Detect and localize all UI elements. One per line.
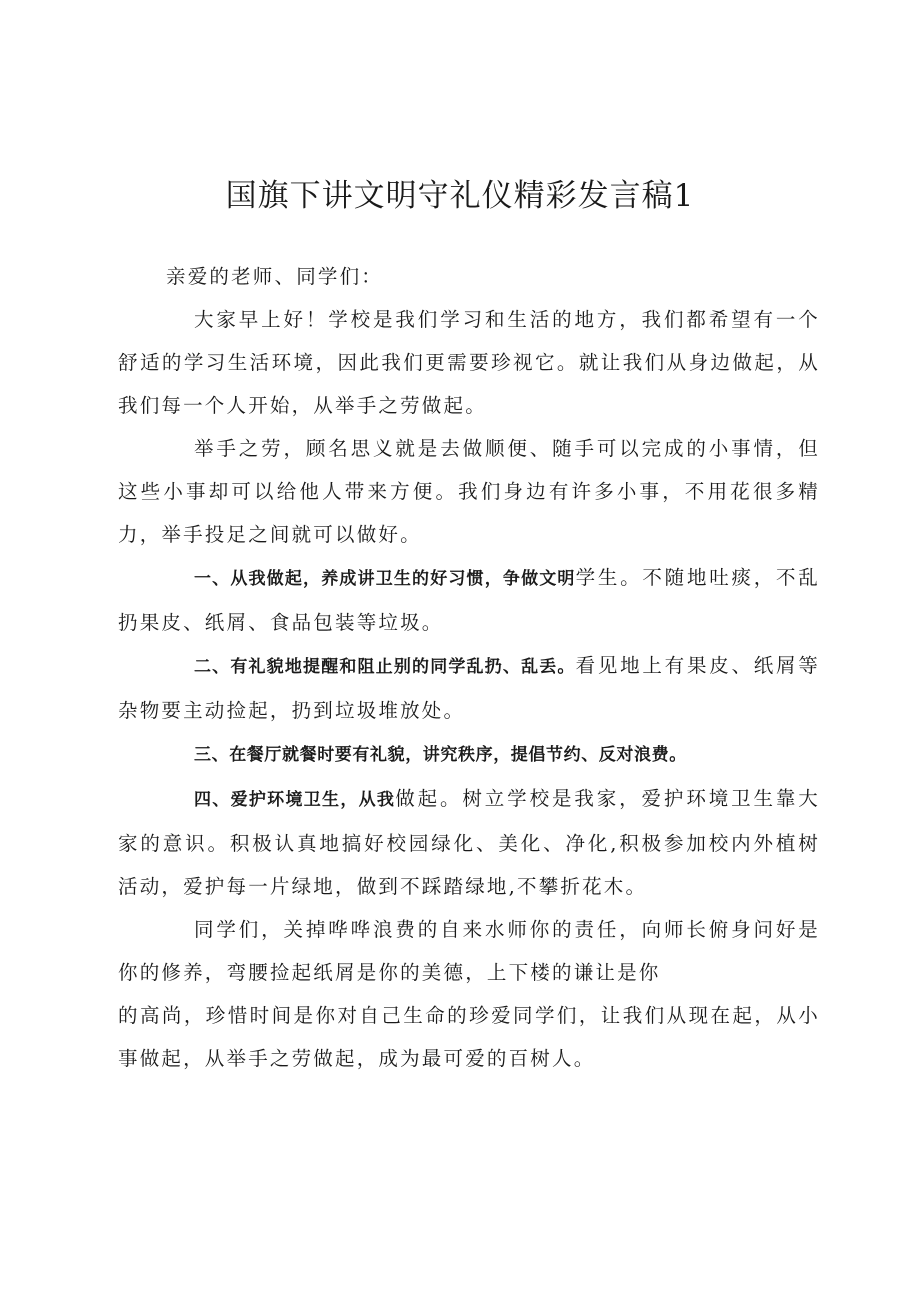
list-item-1-body: 学生。不随地吐痰，不乱扔果皮、纸屑、食品包装等垃圾。 bbox=[118, 566, 820, 634]
list-item-3 bbox=[118, 732, 820, 777]
document-title: 国旗下讲文明守礼仪精彩发言稿1 bbox=[225, 178, 695, 214]
list-item-1 bbox=[118, 556, 820, 644]
paragraph-closing-continued: 的高尚，珍惜时间是你对自己生命的珍爱同学们，让我们从现在起，从小事做起，从举手之劳做起，成为最可爱的百树人。 bbox=[118, 1004, 820, 1070]
list-item-4 bbox=[118, 777, 820, 908]
list-item-2-body: 看见地上有果皮、纸屑等杂物要主动捡起，扔到垃圾堆放处。 bbox=[118, 654, 820, 722]
list-item-3-heading: 三、在餐厅就餐时要有礼貌，讲究秩序，提倡节约、反对浪费。 bbox=[194, 745, 687, 765]
paragraph-closing-part1: 同学们，关掉哗哗浪费的自来水师你的责任，向师长俯身问好是你的修养，弯腰捡起纸屑是你的美德，上下楼的谦让是你 bbox=[118, 918, 820, 984]
document-body bbox=[118, 255, 820, 1080]
paragraph-closing bbox=[118, 908, 820, 994]
list-item-4-body: 做起。树立学校是我家，爱护环境卫生靠大家的意识。积极认真地搞好校园绿化、美化、净化,积极参加校内外植树活动，爱护每一片绿地，做到不踩踏绿地,不攀折花木。 bbox=[118, 787, 820, 898]
paragraph-explanation: 举手之劳，顾名思义就是去做顺便、随手可以完成的小事情，但这些小事却可以给他人带来方便。我们身边有许多小事，不用花很多精力，举手投足之间就可以做好。 bbox=[118, 437, 820, 546]
list-item-2 bbox=[118, 644, 820, 732]
list-item-1-heading: 一、从我做起，养成讲卫生的好习惯，争做文明 bbox=[194, 569, 576, 589]
salutation: 亲爱的老师、同学们： bbox=[166, 265, 384, 288]
list-item-4-heading: 四、爱护环境卫生，从我 bbox=[194, 790, 396, 810]
list-item-2-heading: 二、有礼貌地提醒和阻止别的同学乱扔、乱丢。 bbox=[194, 657, 576, 677]
paragraph-greeting: 大家早上好！学校是我们学习和生活的地方，我们都希望有一个舒适的学习生活环境，因此我们更需要珍视它。就让我们从身边做起，从我们每一个人开始，从举手之劳做起。 bbox=[118, 308, 820, 417]
